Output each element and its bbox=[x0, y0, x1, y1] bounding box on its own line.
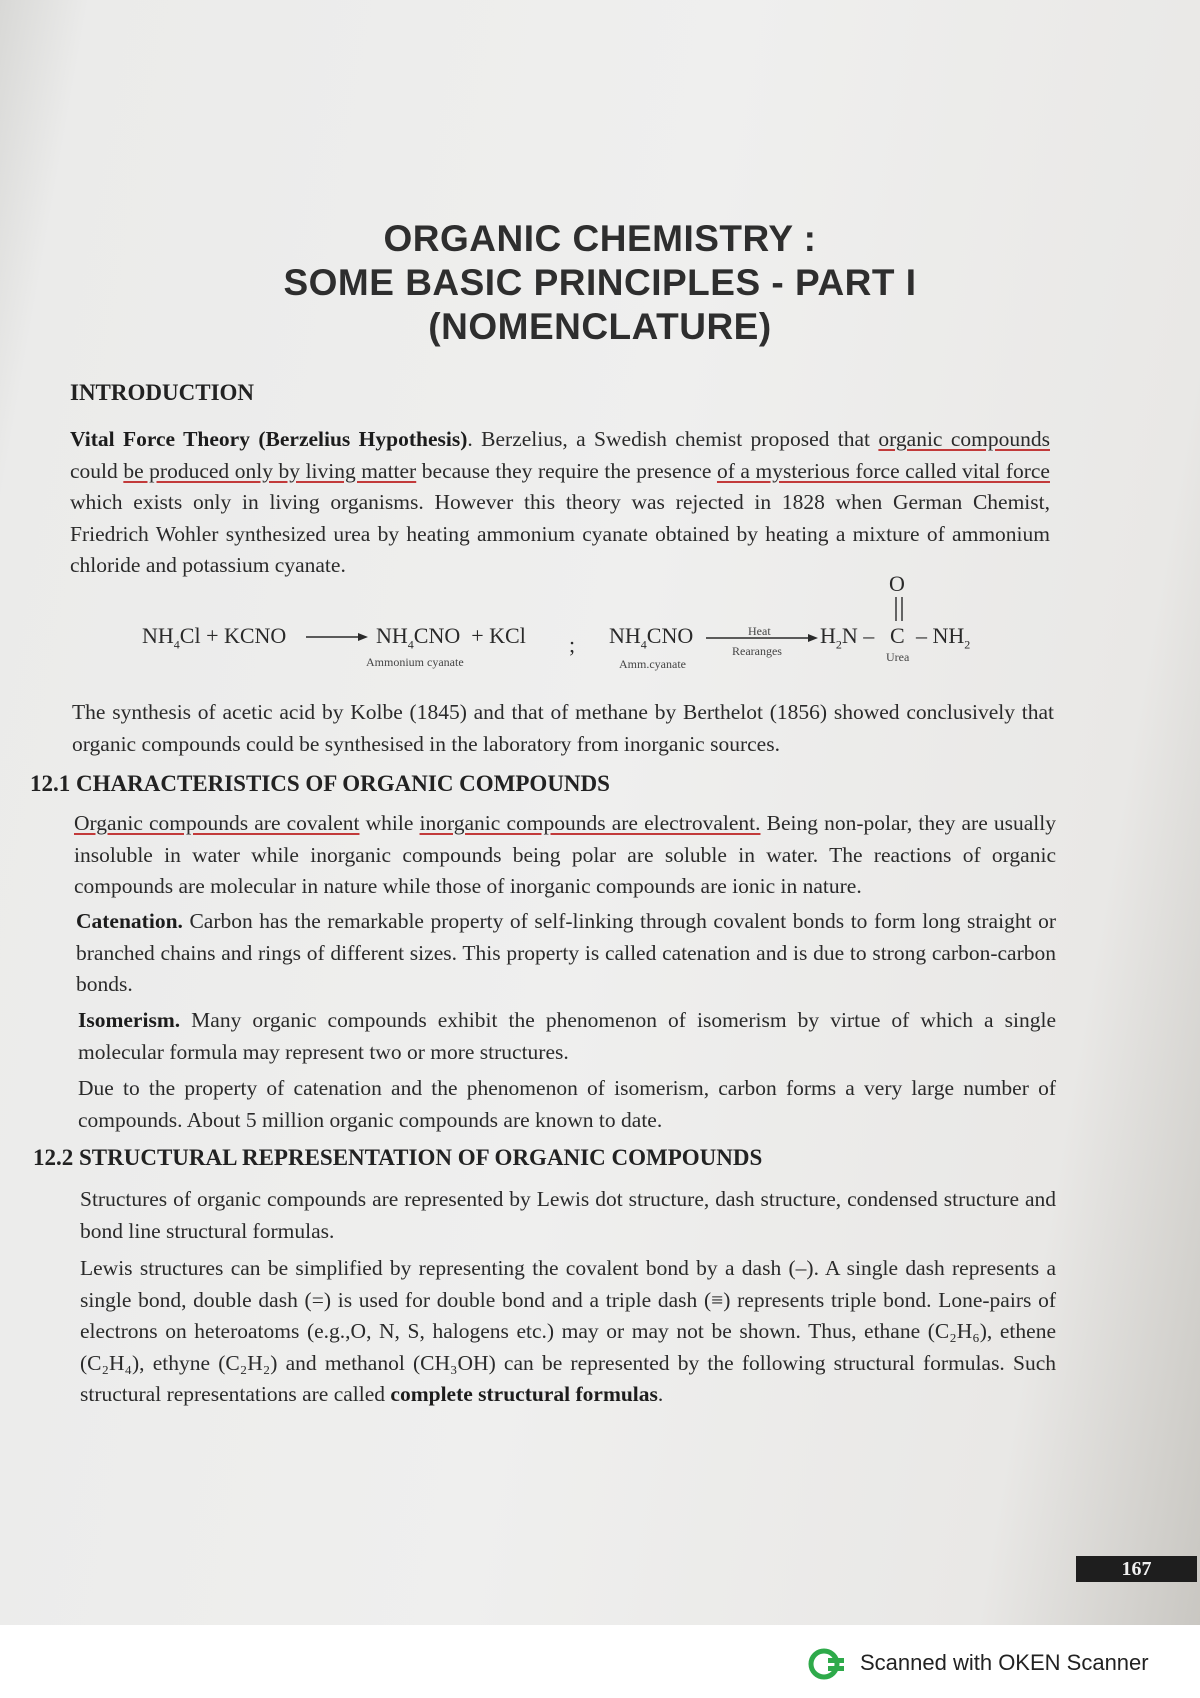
page-number: 167 bbox=[1076, 1556, 1197, 1582]
text-run: while bbox=[359, 811, 420, 835]
text-run: because they require the presence bbox=[416, 458, 717, 483]
title-line-1: ORGANIC CHEMISTRY : bbox=[383, 218, 817, 259]
underlined-text: inorganic compounds are electrovalent. bbox=[419, 811, 761, 835]
ammonium-cyanate-label: Ammonium cyanate bbox=[366, 655, 464, 669]
text-run: could bbox=[70, 458, 124, 483]
carbonyl-double-bond bbox=[893, 597, 905, 621]
underlined-text: be produced only by living matter bbox=[123, 458, 417, 483]
underlined-text: Organic compounds are covalent bbox=[74, 811, 360, 835]
text-run: Being non-polar, they are usually insoluble in water while inorganic compounds being polar are soluble in water. The reactions of organic compounds are molecular in nature while those of inorganic compounds are ionic in nature. bbox=[74, 811, 1056, 898]
urea-oxygen: O bbox=[889, 571, 905, 596]
title-line-3: (NOMENCLATURE) bbox=[428, 306, 772, 347]
text-run: . Berzelius, a Swedish chemist proposed that bbox=[467, 427, 879, 451]
equation-separator: ; bbox=[569, 632, 576, 657]
scanner-watermark-text: Scanned with OKEN Scanner bbox=[860, 1650, 1149, 1675]
structural-representation-paragraph: Structures of organic compounds are represented by Lewis dot structure, dash structure, condensed structure and bond line structural formulas. bbox=[80, 1187, 1056, 1243]
catenation-term: Catenation. bbox=[76, 909, 183, 933]
characteristics-paragraph bbox=[74, 808, 1056, 903]
equation-reactants: $NH_4Cl$ + KCNO bbox=[142, 623, 287, 652]
text-run: which exists only in living organisms. However this theory was rejected in 1828 when German Chemist, Friedrich Wohler synthesized urea by heating ammonium cyanate obtained by heating a mixture of ammonium chloride and potassium cyanate. bbox=[70, 490, 1050, 577]
vital-force-paragraph bbox=[70, 424, 1050, 582]
arrow-rearranges-label: Rearanges bbox=[732, 644, 782, 658]
synthesis-paragraph: The synthesis of acetic acid by Kolbe (1845) and that of methane by Berthelot (1856) showed conclusively that organic compounds could be synthesised in the laboratory from inorganic sources. bbox=[72, 700, 1054, 756]
text-run: . bbox=[657, 1382, 664, 1406]
urea-right-group: – $NH_2$ bbox=[916, 623, 971, 652]
text-run: Lewis structures can be simplified by representing the covalent bond by a dash (–). A single dash represents a single bond, double dash (=) is used for double bond and a triple dash (≡) represents triple bond. Lone-pairs of electrons on heteroatoms (e.g.,O, N, S, halogens etc.) may or may not be shown. Thus, ethane (C₂H₆), ethene (C₂H₄), ethyne (C₂H₂) and methanol (CH₃OH) can be represented by the following structural formulas. Such structural representations are called bbox=[80, 1256, 1056, 1406]
equation-products: $NH_4CNO$ + KCl bbox=[376, 623, 526, 652]
underlined-text: organic compounds bbox=[878, 427, 1050, 451]
urea-carbon: C bbox=[890, 623, 905, 648]
complete-structural-formulas-term: complete structural formulas bbox=[390, 1382, 658, 1406]
oken-scanner-logo-icon bbox=[808, 1647, 846, 1681]
catenation-paragraph bbox=[76, 906, 1056, 1001]
section-12-1-heading: 12.1 CHARACTERISTICS OF ORGANIC COMPOUNDS bbox=[30, 771, 610, 796]
isomerism-paragraph bbox=[78, 1005, 1056, 1068]
vital-force-term: Vital Force Theory (Berzelius Hypothesis) bbox=[70, 427, 468, 451]
catenation-isomerism-paragraph: Due to the property of catenation and the phenomenon of isomerism, carbon forms a very large number of compounds. About 5 million organic compounds are known to date. bbox=[78, 1076, 1056, 1132]
urea-left-group: $H_2N$ – bbox=[820, 623, 875, 652]
isomerism-term: Isomerism. bbox=[78, 1008, 181, 1032]
equation-reactant-2: $NH_4CNO$ bbox=[609, 623, 694, 652]
underlined-text: of a mysterious force called vital force bbox=[716, 458, 1050, 483]
text-run: Carbon has the remarkable property of self-linking through covalent bonds to form long straight or branched chains and rings of different sizes. This property is called catenation and is due to strong carbon-carbon bonds. bbox=[76, 909, 1056, 996]
title-line-2: SOME BASIC PRINCIPLES - PART I bbox=[283, 262, 917, 303]
arrow-heat-label: Heat bbox=[748, 624, 771, 638]
text-run: Many organic compounds exhibit the phenomenon of isomerism by virtue of which a single molecular formula may represent two or more structures. bbox=[78, 1008, 1056, 1064]
reaction-arrow-1 bbox=[306, 630, 368, 644]
section-12-2-heading: 12.2 STRUCTURAL REPRESENTATION OF ORGANIC COMPOUNDS bbox=[33, 1145, 763, 1170]
amm-cyanate-label: Amm.cyanate bbox=[619, 657, 686, 671]
urea-label: Urea bbox=[886, 650, 910, 664]
introduction-heading: INTRODUCTION bbox=[70, 380, 255, 405]
lewis-structures-paragraph bbox=[80, 1253, 1056, 1411]
